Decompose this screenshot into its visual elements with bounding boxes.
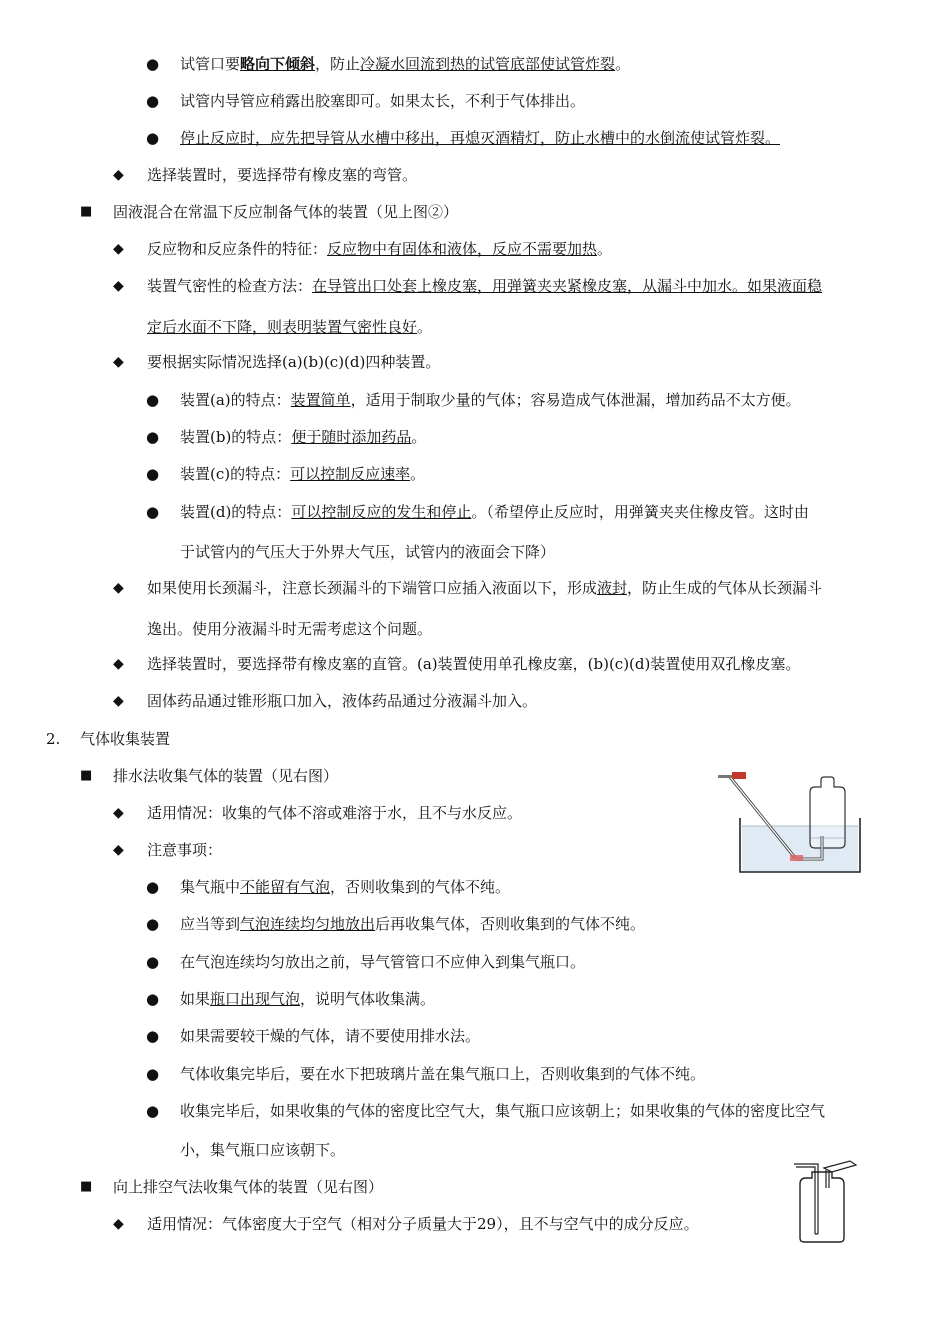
text-segment: 瓶口出现气泡 bbox=[210, 990, 301, 1008]
text-segment: 不能留有气泡 bbox=[240, 878, 331, 896]
square-marker: ■ bbox=[80, 1179, 93, 1194]
text-segment: 装置(c)的特点： bbox=[180, 465, 291, 483]
diamond-text bbox=[147, 352, 440, 372]
text-segment: 应当等到 bbox=[180, 915, 241, 933]
square-marker: ■ bbox=[80, 204, 93, 219]
text-segment: 装置简单 bbox=[290, 391, 351, 409]
text-segment: 装置气密性的检查方法： bbox=[147, 277, 313, 295]
text-segment: 如果 bbox=[180, 990, 211, 1008]
square-heading bbox=[113, 1177, 383, 1197]
text-segment: 试管内导管应稍露出胶塞即可。如果太长，不利于气体排出。 bbox=[180, 92, 586, 110]
bullet-text bbox=[180, 464, 425, 484]
bullet-text bbox=[180, 989, 435, 1009]
bullet-text bbox=[180, 877, 510, 897]
text-segment: 逸出。使用分液漏斗时无需考虑这个问题。 bbox=[147, 620, 433, 638]
section-number: 2. bbox=[46, 730, 61, 748]
text-segment: 固体药品通过锥形瓶口加入，液体药品通过分液漏斗加入。 bbox=[147, 692, 538, 710]
square-marker: ■ bbox=[80, 768, 93, 783]
text-segment: ，否则收集到的气体不纯。 bbox=[330, 878, 511, 896]
text-segment: 排水法收集气体的装置（见右图） bbox=[113, 767, 339, 785]
diamond-marker: ◆ bbox=[113, 693, 124, 709]
bullet-text-continued bbox=[180, 542, 555, 562]
text-segment: 停止反应时，应先把导管从水槽中移出，再熄灭酒精灯，防止水槽中的水倒流使试管炸裂。 bbox=[180, 129, 781, 147]
bullet-marker: ● bbox=[146, 1027, 160, 1045]
water-displacement-diagram bbox=[710, 768, 870, 876]
bullet-text bbox=[180, 502, 809, 522]
diamond-text bbox=[147, 276, 822, 296]
text-segment: 适用情况：气体密度大于空气（相对分子质量大于29），且不与空气中的成分反应。 bbox=[147, 1215, 699, 1233]
text-segment: 后再收集气体，否则收集到的气体不纯。 bbox=[375, 915, 646, 933]
text-segment: 在气泡连续均匀放出之前，导气管管口不应伸入到集气瓶口。 bbox=[180, 953, 586, 971]
bullet-marker: ● bbox=[146, 129, 160, 147]
section-heading bbox=[80, 729, 170, 749]
diamond-text bbox=[147, 1214, 699, 1234]
text-segment: 便于随时添加药品 bbox=[291, 428, 412, 446]
diamond-text-continued bbox=[147, 619, 432, 639]
text-segment: 选择装置时，要选择带有橡皮塞的弯管。 bbox=[147, 166, 418, 184]
text-segment: 装置(d)的特点： bbox=[180, 503, 292, 521]
text-segment: 可以控制反应的发生和停止 bbox=[291, 503, 472, 521]
text-segment: 如果需要较干燥的气体，请不要使用排水法。 bbox=[180, 1027, 481, 1045]
bullet-text-continued bbox=[180, 1140, 345, 1160]
diamond-text bbox=[147, 165, 417, 185]
square-heading bbox=[113, 202, 458, 222]
text-segment: 集气瓶中 bbox=[180, 878, 241, 896]
bullet-marker: ● bbox=[146, 1102, 160, 1120]
text-segment: 于试管内的气压大于外界大气压，试管内的液面会下降） bbox=[180, 543, 556, 561]
bullet-marker: ● bbox=[146, 915, 160, 933]
diamond-marker: ◆ bbox=[113, 656, 124, 672]
diamond-text bbox=[147, 803, 522, 823]
square-heading bbox=[113, 766, 338, 786]
text-segment: 气泡连续均匀地放出 bbox=[240, 915, 376, 933]
diamond-text bbox=[147, 654, 800, 674]
diamond-marker: ◆ bbox=[113, 805, 124, 821]
text-segment: ，防止 bbox=[315, 55, 361, 73]
bullet-text bbox=[180, 427, 426, 447]
bullet-marker: ● bbox=[146, 990, 160, 1008]
text-segment: 反应物中有固体和液体，反应不需要加热 bbox=[327, 240, 598, 258]
text-segment: 定后水面不下降，则表明装置气密性良好 bbox=[147, 318, 418, 336]
bullet-text bbox=[180, 1026, 480, 1046]
text-segment: 试管口要 bbox=[180, 55, 241, 73]
diamond-marker: ◆ bbox=[113, 241, 124, 257]
text-segment: 。（希望停止反应时，用弹簧夹夹住橡皮管。这时由 bbox=[471, 503, 809, 521]
bullet-text bbox=[180, 54, 630, 74]
text-segment: 。 bbox=[597, 240, 613, 258]
text-segment: 。 bbox=[411, 428, 427, 446]
text-segment: ，防止生成的气体从长颈漏斗 bbox=[627, 579, 823, 597]
text-segment: 如果使用长颈漏斗，注意长颈漏斗的下端管口应插入液面以下，形成 bbox=[147, 579, 598, 597]
bullet-text bbox=[180, 390, 801, 410]
text-segment: 选择装置时，要选择带有橡皮塞的直管。(a)装置使用单孔橡皮塞，(b)(c)(d)装置使用双孔橡皮塞。 bbox=[147, 655, 801, 673]
bullet-marker: ● bbox=[146, 878, 160, 896]
diamond-marker: ◆ bbox=[113, 167, 124, 183]
text-segment: 气体收集完毕后，要在水下把玻璃片盖在集气瓶口上，否则收集到的气体不纯。 bbox=[180, 1065, 706, 1083]
bullet-marker: ● bbox=[146, 953, 160, 971]
bullet-text bbox=[180, 914, 645, 934]
text-segment: 反应物和反应条件的特征： bbox=[147, 240, 328, 258]
bullet-marker: ● bbox=[146, 391, 160, 409]
text-segment: ，适用于制取少量的气体；容易造成气体泄漏，增加药品不太方便。 bbox=[350, 391, 801, 409]
bullet-marker: ● bbox=[146, 503, 160, 521]
text-segment: 收集完毕后，如果收集的气体的密度比空气大，集气瓶口应该朝上；如果收集的气体的密度比空气 bbox=[180, 1102, 826, 1120]
bullet-text bbox=[180, 91, 585, 111]
bullet-text bbox=[180, 1101, 825, 1121]
diamond-marker: ◆ bbox=[113, 1216, 124, 1232]
diamond-marker: ◆ bbox=[113, 278, 124, 294]
diamond-text bbox=[147, 840, 222, 860]
text-segment: 装置(a)的特点： bbox=[180, 391, 291, 409]
diamond-marker: ◆ bbox=[113, 580, 124, 596]
text-segment: 要根据实际情况选择(a)(b)(c)(d)四种装置。 bbox=[147, 353, 441, 371]
bullet-marker: ● bbox=[146, 55, 160, 73]
diamond-text bbox=[147, 578, 822, 598]
bullet-text bbox=[180, 952, 585, 972]
text-segment: ，说明气体收集满。 bbox=[300, 990, 436, 1008]
text-segment: 。 bbox=[615, 55, 631, 73]
text-segment: 可以控制反应速率 bbox=[290, 465, 411, 483]
text-segment: 装置(b)的特点： bbox=[180, 428, 292, 446]
upward-air-displacement-diagram bbox=[788, 1158, 860, 1246]
text-segment: 冷凝水回流到热的试管底部使试管炸裂 bbox=[360, 55, 616, 73]
bullet-text bbox=[180, 128, 780, 148]
diamond-marker: ◆ bbox=[113, 842, 124, 858]
text-segment: 。 bbox=[410, 465, 426, 483]
text-segment: 略向下倾斜 bbox=[240, 55, 316, 73]
text-segment: 液封 bbox=[597, 579, 628, 597]
text-segment: 注意事项： bbox=[147, 841, 223, 859]
text-segment: 适用情况：收集的气体不溶或难溶于水，且不与水反应。 bbox=[147, 804, 523, 822]
bullet-marker: ● bbox=[146, 1065, 160, 1083]
bullet-marker: ● bbox=[146, 465, 160, 483]
text-segment: 在导管出口处套上橡皮塞，用弹簧夹夹紧橡皮塞，从漏斗中加水。如果液面稳 bbox=[312, 277, 823, 295]
text-segment: 向上排空气法收集气体的装置（见右图） bbox=[113, 1178, 384, 1196]
bullet-marker: ● bbox=[146, 92, 160, 110]
text-segment: 。 bbox=[417, 318, 433, 336]
bullet-marker: ● bbox=[146, 428, 160, 446]
text-segment: 固液混合在常温下反应制备气体的装置（见上图②） bbox=[113, 203, 459, 221]
diamond-text bbox=[147, 691, 537, 711]
text-segment: 气体收集装置 bbox=[80, 730, 171, 748]
diamond-text-continued bbox=[147, 317, 432, 337]
diamond-marker: ◆ bbox=[113, 354, 124, 370]
bullet-text bbox=[180, 1064, 705, 1084]
text-segment: 小，集气瓶口应该朝下。 bbox=[180, 1141, 346, 1159]
diamond-text bbox=[147, 239, 612, 259]
